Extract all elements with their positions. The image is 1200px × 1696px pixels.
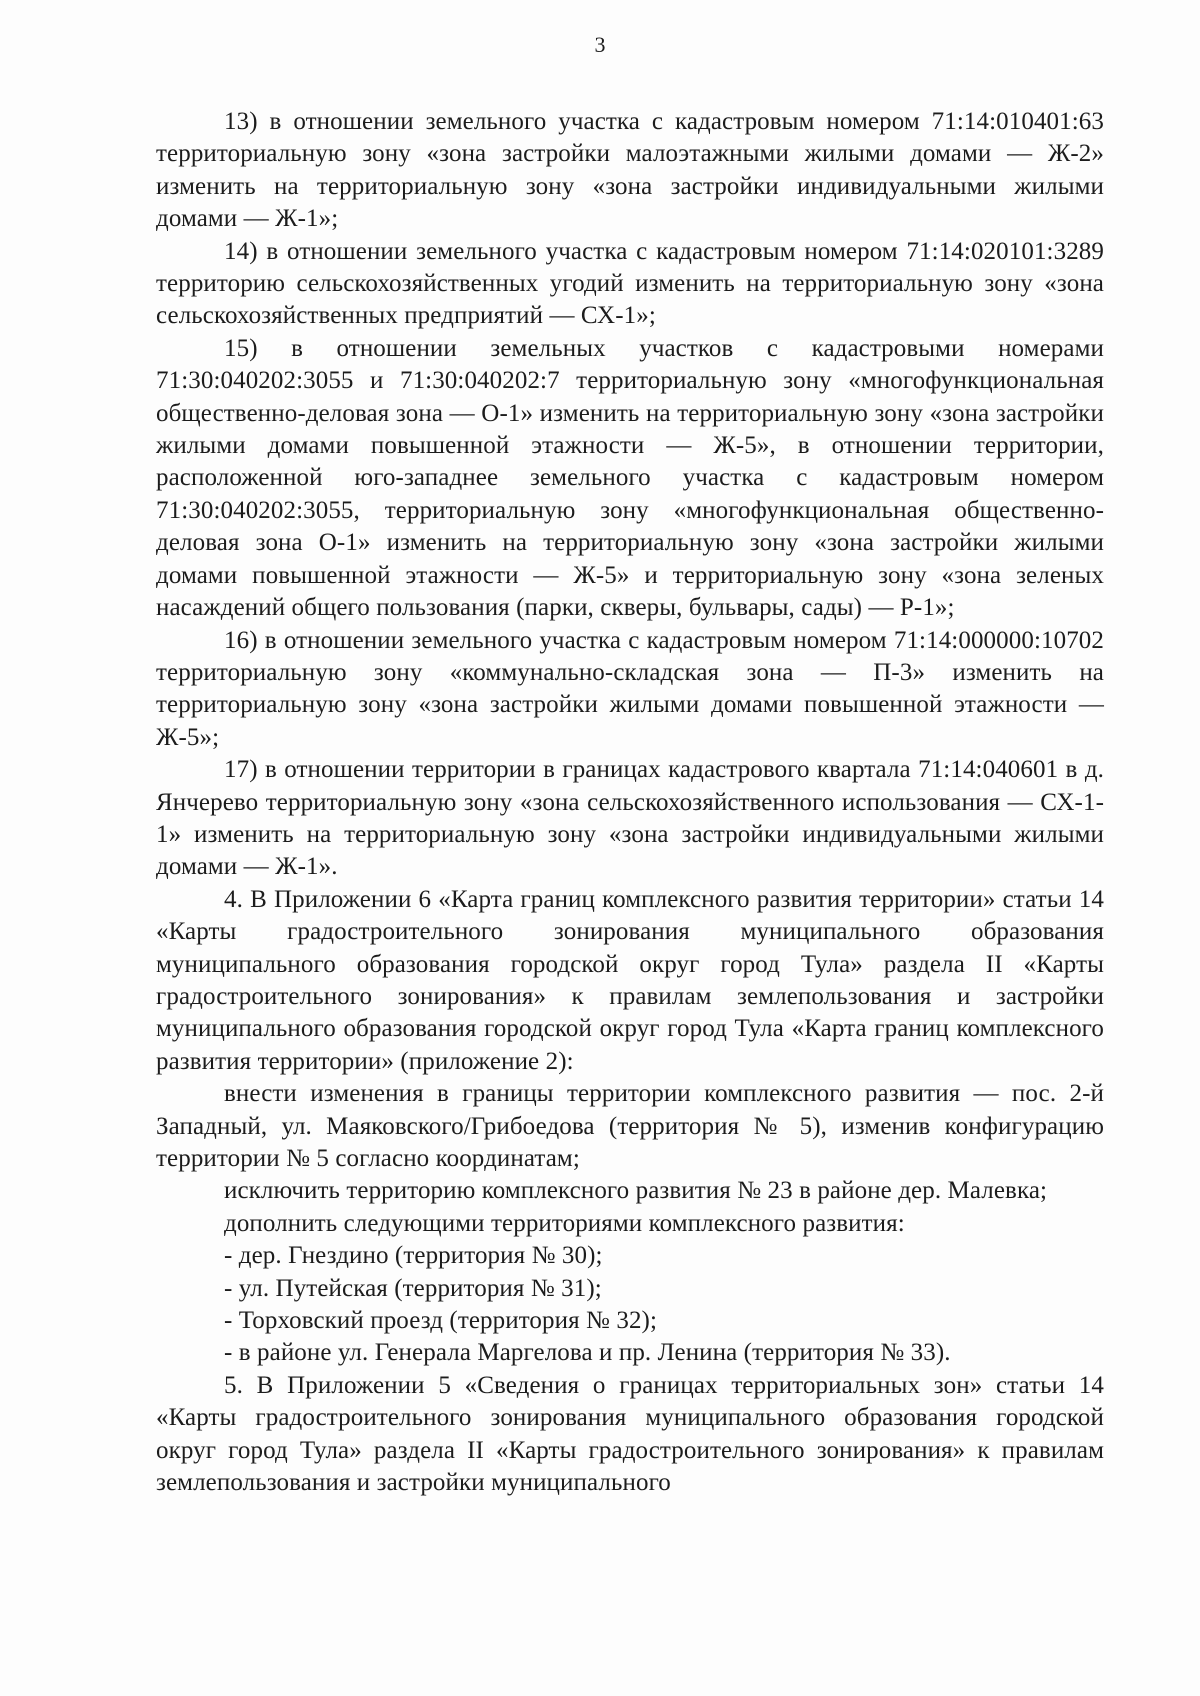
- document-body: [156, 106, 1104, 1499]
- paragraph-item-15: 15) в отношении земельных участков с кадастровыми номерами 71:30:040202:3055 и 71:30:040202:7 территориальную зону «многофункциональная общественно-деловая зона — О-1» изменить на территориальную зону «зона застройки жилыми домами повышенной этажности — Ж-5», в отношении территории, расположенной юго-западнее земельного участка с кадастровым номером 71:30:040202:3055, территориальную зону «многофункциональная общественно-деловая зона О-1» изменить на территориальную зону «зона застройки жилыми домами повышенной этажности — Ж-5» и территориальную зону «зона зеленых насаждений общего пользования (парки, скверы, бульвары, сады) — Р-1»;: [156, 334, 1104, 622]
- list-item-territory-32: - Торховский проезд (территория № 32);: [224, 1307, 658, 1335]
- list-item-territory-30: - дер. Гнездино (территория № 30);: [224, 1242, 603, 1270]
- paragraph-item-13: 13) в отношении земельного участка с кадастровым номером 71:14:010401:63 территориальную зону «зона застройки малоэтажными жилыми домами — Ж-2» изменить на территориальную зону «зона застройки индивидуальными жилыми домами — Ж-1»;: [156, 108, 1104, 233]
- paragraph-section-5: 5. В Приложении 5 «Сведения о границах территориальных зон» статьи 14 «Карты градостроительного зонирования муниципального образования городской округ город Тула» раздела II «Карты градостроительного зонирования» к правилам землепользования и застройки муниципального: [156, 1371, 1104, 1497]
- paragraph-change-territory-5: внести изменения в границы территории комплексного развития — пос. 2-й Западный, ул. Маяковского/Грибоедова (территория № 5), изменив конфигурацию территории № 5 согласно координатам;: [156, 1080, 1104, 1172]
- list-item-territory-33: - в районе ул. Генерала Маргелова и пр. Ленина (территория № 33).: [224, 1339, 951, 1367]
- paragraph-section-4: 4. В Приложении 6 «Карта границ комплексного развития территории» статьи 14 «Карты градостроительного зонирования муниципального образования муниципального образования городской округ город Тула» раздела II «Карты градостроительного зонирования» к правилам землепользования и застройки муниципального образования городской округ город Тула «Карта границ комплексного развития территории» (приложение 2):: [156, 885, 1104, 1075]
- paragraph-item-17: 17) в отношении территории в границах кадастрового квартала 71:14:040601 в д. Янчерево территориальную зону «зона сельскохозяйственного использования — СХ-1-1» изменить на территориальную зону «зона застройки индивидуальными жилыми домами — Ж-1».: [156, 756, 1104, 881]
- page-number: 3: [594, 32, 606, 57]
- list-item-territory-31: - ул. Путейская (территория № 31);: [224, 1274, 602, 1302]
- paragraph-item-14: 14) в отношении земельного участка с кадастровым номером 71:14:020101:3289 территорию сельскохозяйственных угодий изменить на территориальную зону «зона сельскохозяйственных предприятий — СХ-1»;: [156, 237, 1104, 330]
- paragraph-add-territories: дополнить следующими территориями комплексного развития:: [224, 1209, 905, 1237]
- paragraph-item-16: 16) в отношении земельного участка с кадастровым номером 71:14:000000:10702 территориальную зону «коммунально-складская зона — П-3» изменить на территориальную зону «зона застройки жилыми домами повышенной этажности — Ж-5»;: [156, 626, 1104, 751]
- paragraph-exclude-territory-23: исключить территорию комплексного развития № 23 в районе дер. Малевка;: [224, 1177, 1048, 1205]
